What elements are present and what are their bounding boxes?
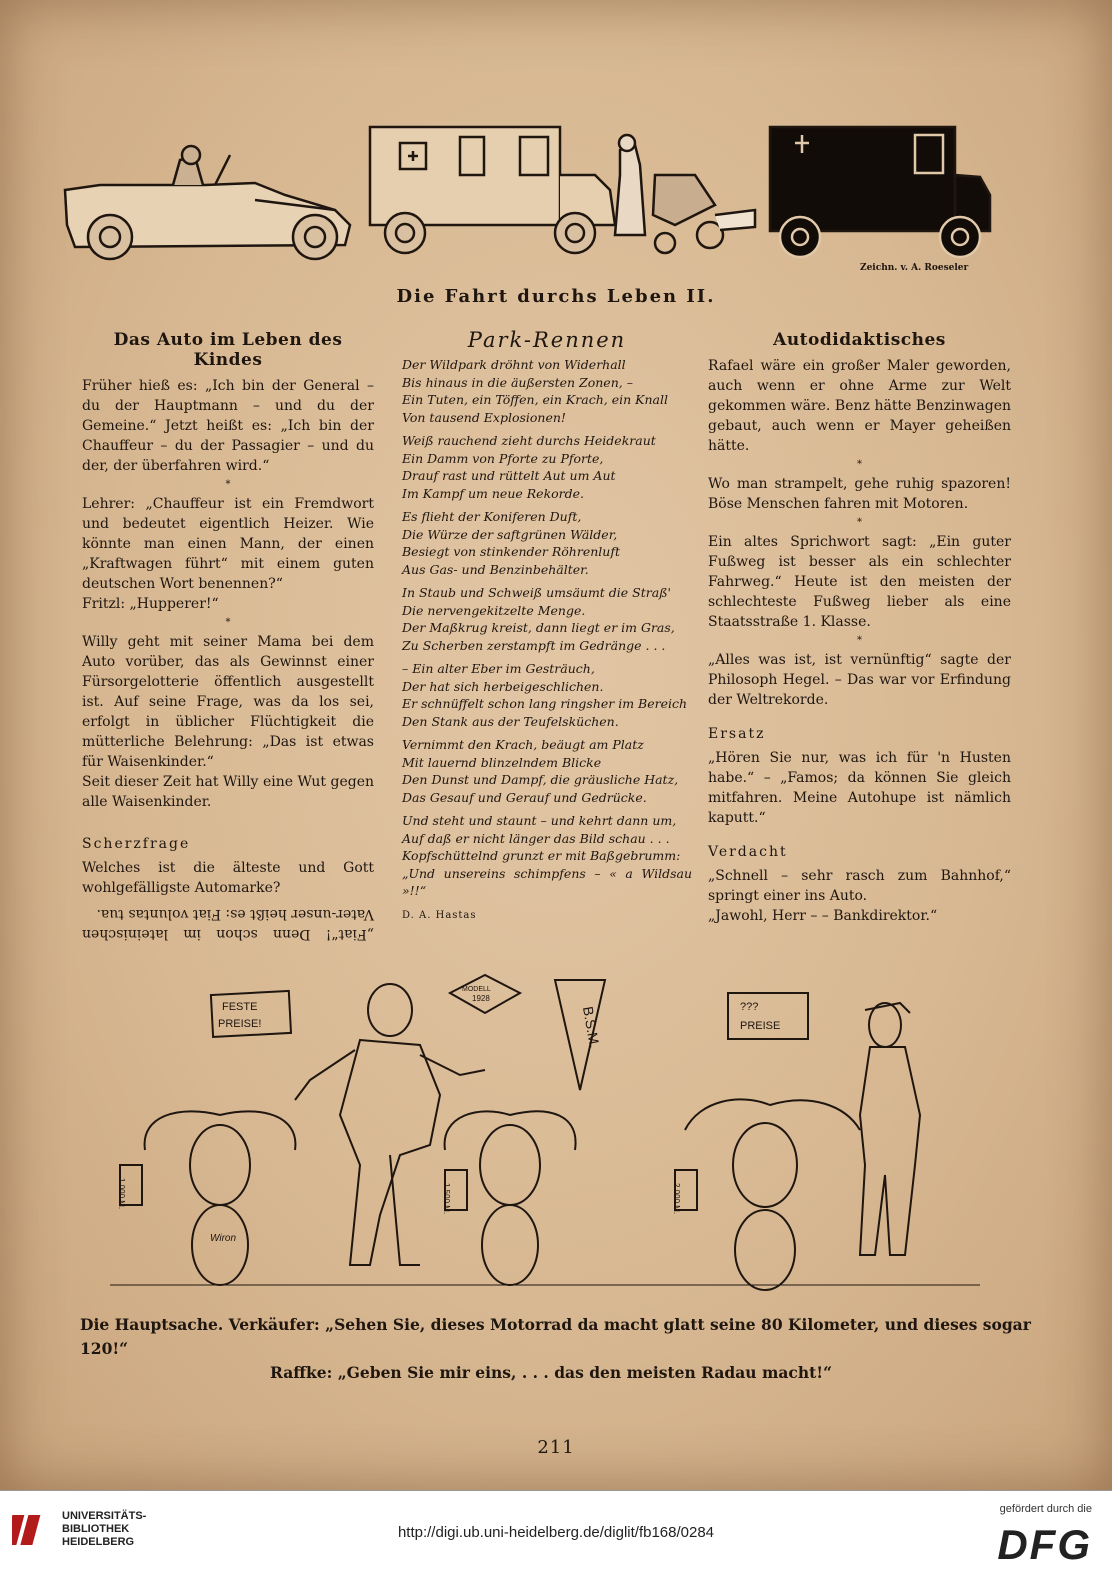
- poem-line: Drauf rast und rüttelt Aut um Aut: [402, 468, 616, 483]
- paragraph: Ein altes Sprichwort sagt: „Ein guter Fußweg ist besser als ein schlechter Fahrweg.“ Heute ist den meisten der schlechteste Fußweg lieber als eine Staatsstraße 1. Klasse.: [708, 534, 1011, 630]
- poem-line: Der Maßkrug kreist, dann liegt er im Gras,: [402, 620, 675, 635]
- poem-line: Das Gesauf und Gerauf und Gedrücke.: [402, 789, 647, 805]
- paragraph: „Hören Sie nur, was ich für 'n Husten habe.“ – „Famos; da können Sie gleich mitfahren. Meine Autohupe ist nämlich kaputt.“: [708, 750, 1011, 826]
- price-tag: 1.000 M.: [117, 1178, 126, 1210]
- poem-stanza: [402, 736, 692, 806]
- separator-star: *: [857, 459, 862, 470]
- pennant-text: B.S.M.: [579, 1005, 603, 1050]
- poem-line: Die nervengekitzelte Menge.: [402, 602, 586, 618]
- paragraph: Früher hieß es: „Ich bin der General – du der Hauptmann – und du der Gemeine.“ Jetzt heißt es: „Ich bin der Chauffeur – du der Passagier – und du der, der überfahren wird.“: [82, 378, 374, 474]
- poem-line: Ein Tuten, ein Töffen, ein Krach, ein Knall: [402, 392, 668, 407]
- poem-line: Mit lauernd blinzelndem Blicke: [402, 754, 602, 770]
- paragraph: Willy geht mit seiner Mama bei dem Auto vorüber, das als Gewinnst einer Fürsorgelotterie öffentlich ausgestellt ist. Auf seine Frage, was da los sei, erfolgt in üblicher Flüchtigkeit die mütterliche Belehrung: „Das ist etwas für Waisenkinder.“: [82, 634, 374, 770]
- price-tag: 1.500 M.: [442, 1183, 451, 1215]
- subheading: Scherzfrage: [82, 836, 191, 852]
- poem-line: Kopfschüttelnd grunzt er mit Baßgebrumm:: [402, 848, 681, 863]
- poem-body: [402, 356, 692, 900]
- column-park-rennen: [402, 330, 692, 926]
- separator-star: *: [857, 635, 862, 646]
- poem-line: Die Würze der saftgrünen Wälder,: [402, 526, 618, 542]
- paragraph: Wo man strampelt, gehe ruhig spazoren! Böse Menschen fahren mit Motoren.: [708, 476, 1011, 512]
- caption-line: Die Hauptsache. Verkäufer: „Sehen Sie, dieses Motorrad da macht glatt seine 80 Kilometer, und dieses sogar 120!“: [80, 1315, 1031, 1358]
- paragraph: Fritzl: „Hupperer!“: [82, 596, 219, 612]
- dfg-logo: DFG: [997, 1521, 1092, 1568]
- paragraph: Welches ist die älteste und Gott wohlgefälligste Automarke?: [82, 860, 374, 896]
- poem-line: – Ein alter Eber im Gesträuch,: [402, 661, 595, 676]
- paragraph: Rafael wäre ein großer Maler geworden, auch wenn er ohne Arme zur Welt gekommen wäre. Benz hätte Benzinwagen gebaut, auch wenn er Mayer geheißen hätte.: [708, 358, 1011, 454]
- paragraph: Seit dieser Zeit hat Willy eine Wut gegen alle Waisenkinder.: [82, 774, 374, 810]
- poem-line: Zu Scherben zerstampft im Gedränge . . .: [402, 637, 666, 653]
- modell-text: MODELL: [462, 986, 491, 993]
- column-title: Autodidaktisches: [773, 330, 946, 350]
- poem-line: Von tausend Explosionen!: [402, 409, 566, 425]
- price-tag: 2.000 M.: [672, 1183, 681, 1215]
- column-das-auto-im-leben: [82, 330, 374, 944]
- top-illustration-cars: [55, 115, 1015, 275]
- poem-line: In Staub und Schweiß umsäumt die Straß': [402, 585, 671, 600]
- poem-line: Der Wildpark dröhnt von Widerhall: [402, 357, 626, 372]
- poem-stanza: [402, 660, 692, 730]
- sign-text: ???: [740, 1001, 759, 1013]
- paragraph: „Jawohl, Herr – – Bankdirektor.“: [708, 908, 938, 924]
- paragraph: „Alles was ist, ist vernünftig“ sagte der Philosoph Hegel. – Das war vor Erfindung der Weltrekorde.: [708, 652, 1011, 708]
- separator-star: *: [225, 617, 231, 628]
- poem-line: Aus Gas- und Benzinbehälter.: [402, 561, 589, 577]
- poem-stanza: [402, 432, 692, 502]
- page-title: Die Fahrt durchs Leben II.: [396, 286, 716, 307]
- column-autodidaktisches: [708, 330, 1011, 926]
- poem-stanza: [402, 508, 692, 578]
- sign-text: PREISE!: [218, 1018, 262, 1030]
- institution-line: UNIVERSITÄTS-: [62, 1510, 147, 1522]
- poem-line: Bis hinaus in die äußersten Zonen, –: [402, 374, 633, 390]
- poem-line: Es flieht der Koniferen Duft,: [402, 509, 582, 524]
- poem-stanza: [402, 812, 692, 900]
- poem-stanza: [402, 584, 692, 654]
- column-title: Das Auto im Leben des Kindes: [113, 330, 343, 370]
- poem-line: Weiß rauchend zieht durchs Heidekraut: [402, 433, 656, 448]
- modell-year: 1928: [472, 994, 490, 1003]
- sign-text: FESTE: [222, 1001, 258, 1013]
- poem-line: Er schnüffelt schon lang ringsher im Bereich: [402, 696, 688, 711]
- institution-line: HEIDELBERG: [62, 1536, 135, 1548]
- caption-line: Raffke: „Geben Sie mir eins, . . . das den meisten Radau macht!“: [270, 1363, 832, 1382]
- illustration-credit: Zeichn. v. A. Roeseler: [860, 263, 969, 273]
- page-number: 211: [537, 1437, 575, 1458]
- subheading: Ersatz: [708, 726, 766, 742]
- cartoon-caption: [80, 1313, 1040, 1385]
- paragraph: Lehrer: „Chauffeur ist ein Fremdwort und bedeutet eigentlich Heizer. Wie könnte man einen Mann, der einen „Kraftwagen führt“ mit einem guten deutschen Wort benennen?“: [82, 496, 374, 592]
- poem-line: Den Stank aus der Teufelsküchen.: [402, 713, 619, 729]
- poem-stanza: [402, 356, 692, 426]
- sign-text: PREISE: [740, 1020, 781, 1032]
- separator-star: *: [225, 479, 231, 490]
- upside-down-answer: „Fiat“! Denn schon im lateinischen Vater-unser heißt es: Fiat voluntas tua.: [82, 906, 374, 942]
- sponsor-note: gefördert durch die: [999, 1503, 1092, 1515]
- poem-line: Im Kampf um neue Rekorde.: [402, 485, 585, 501]
- poem-line: Und steht und staunt – und kehrt dann um,: [402, 813, 677, 828]
- subheading: Verdacht: [708, 844, 788, 860]
- paragraph: „Schnell – sehr rasch zum Bahnhof,“ springt einer ins Auto.: [708, 868, 1011, 904]
- poem-line: Besiegt von stinkender Röhrenluft: [402, 544, 620, 559]
- poem-line: Auf daß er nicht länger das Bild schau . . .: [402, 830, 670, 846]
- institution-line: BIBLIOTHEK: [62, 1523, 130, 1535]
- source-url-link[interactable]: http://digi.ub.uni-heidelberg.de/diglit/fb168/0284: [397, 1524, 715, 1541]
- viewer-footer: [0, 1490, 1112, 1576]
- poem-line: Vernimmt den Krach, beäugt am Platz: [402, 737, 644, 752]
- artist-signature: Wiron: [210, 1233, 237, 1244]
- separator-star: *: [857, 517, 862, 528]
- poem-line: „Und unsereins schimpfens – « a Wildsau »!!“: [402, 865, 692, 898]
- poem-line: Der hat sich herbeigeschlichen.: [402, 678, 604, 694]
- poem-line: Ein Damm von Pforte zu Pforte,: [402, 450, 604, 466]
- poem-author: D. A. Hastas: [402, 909, 477, 921]
- poem-title: Park-Rennen: [467, 328, 627, 352]
- cartoon-motorcycles: [100, 965, 1000, 1305]
- poem-line: Den Dunst und Dampf, die gräusliche Hatz,: [402, 772, 679, 787]
